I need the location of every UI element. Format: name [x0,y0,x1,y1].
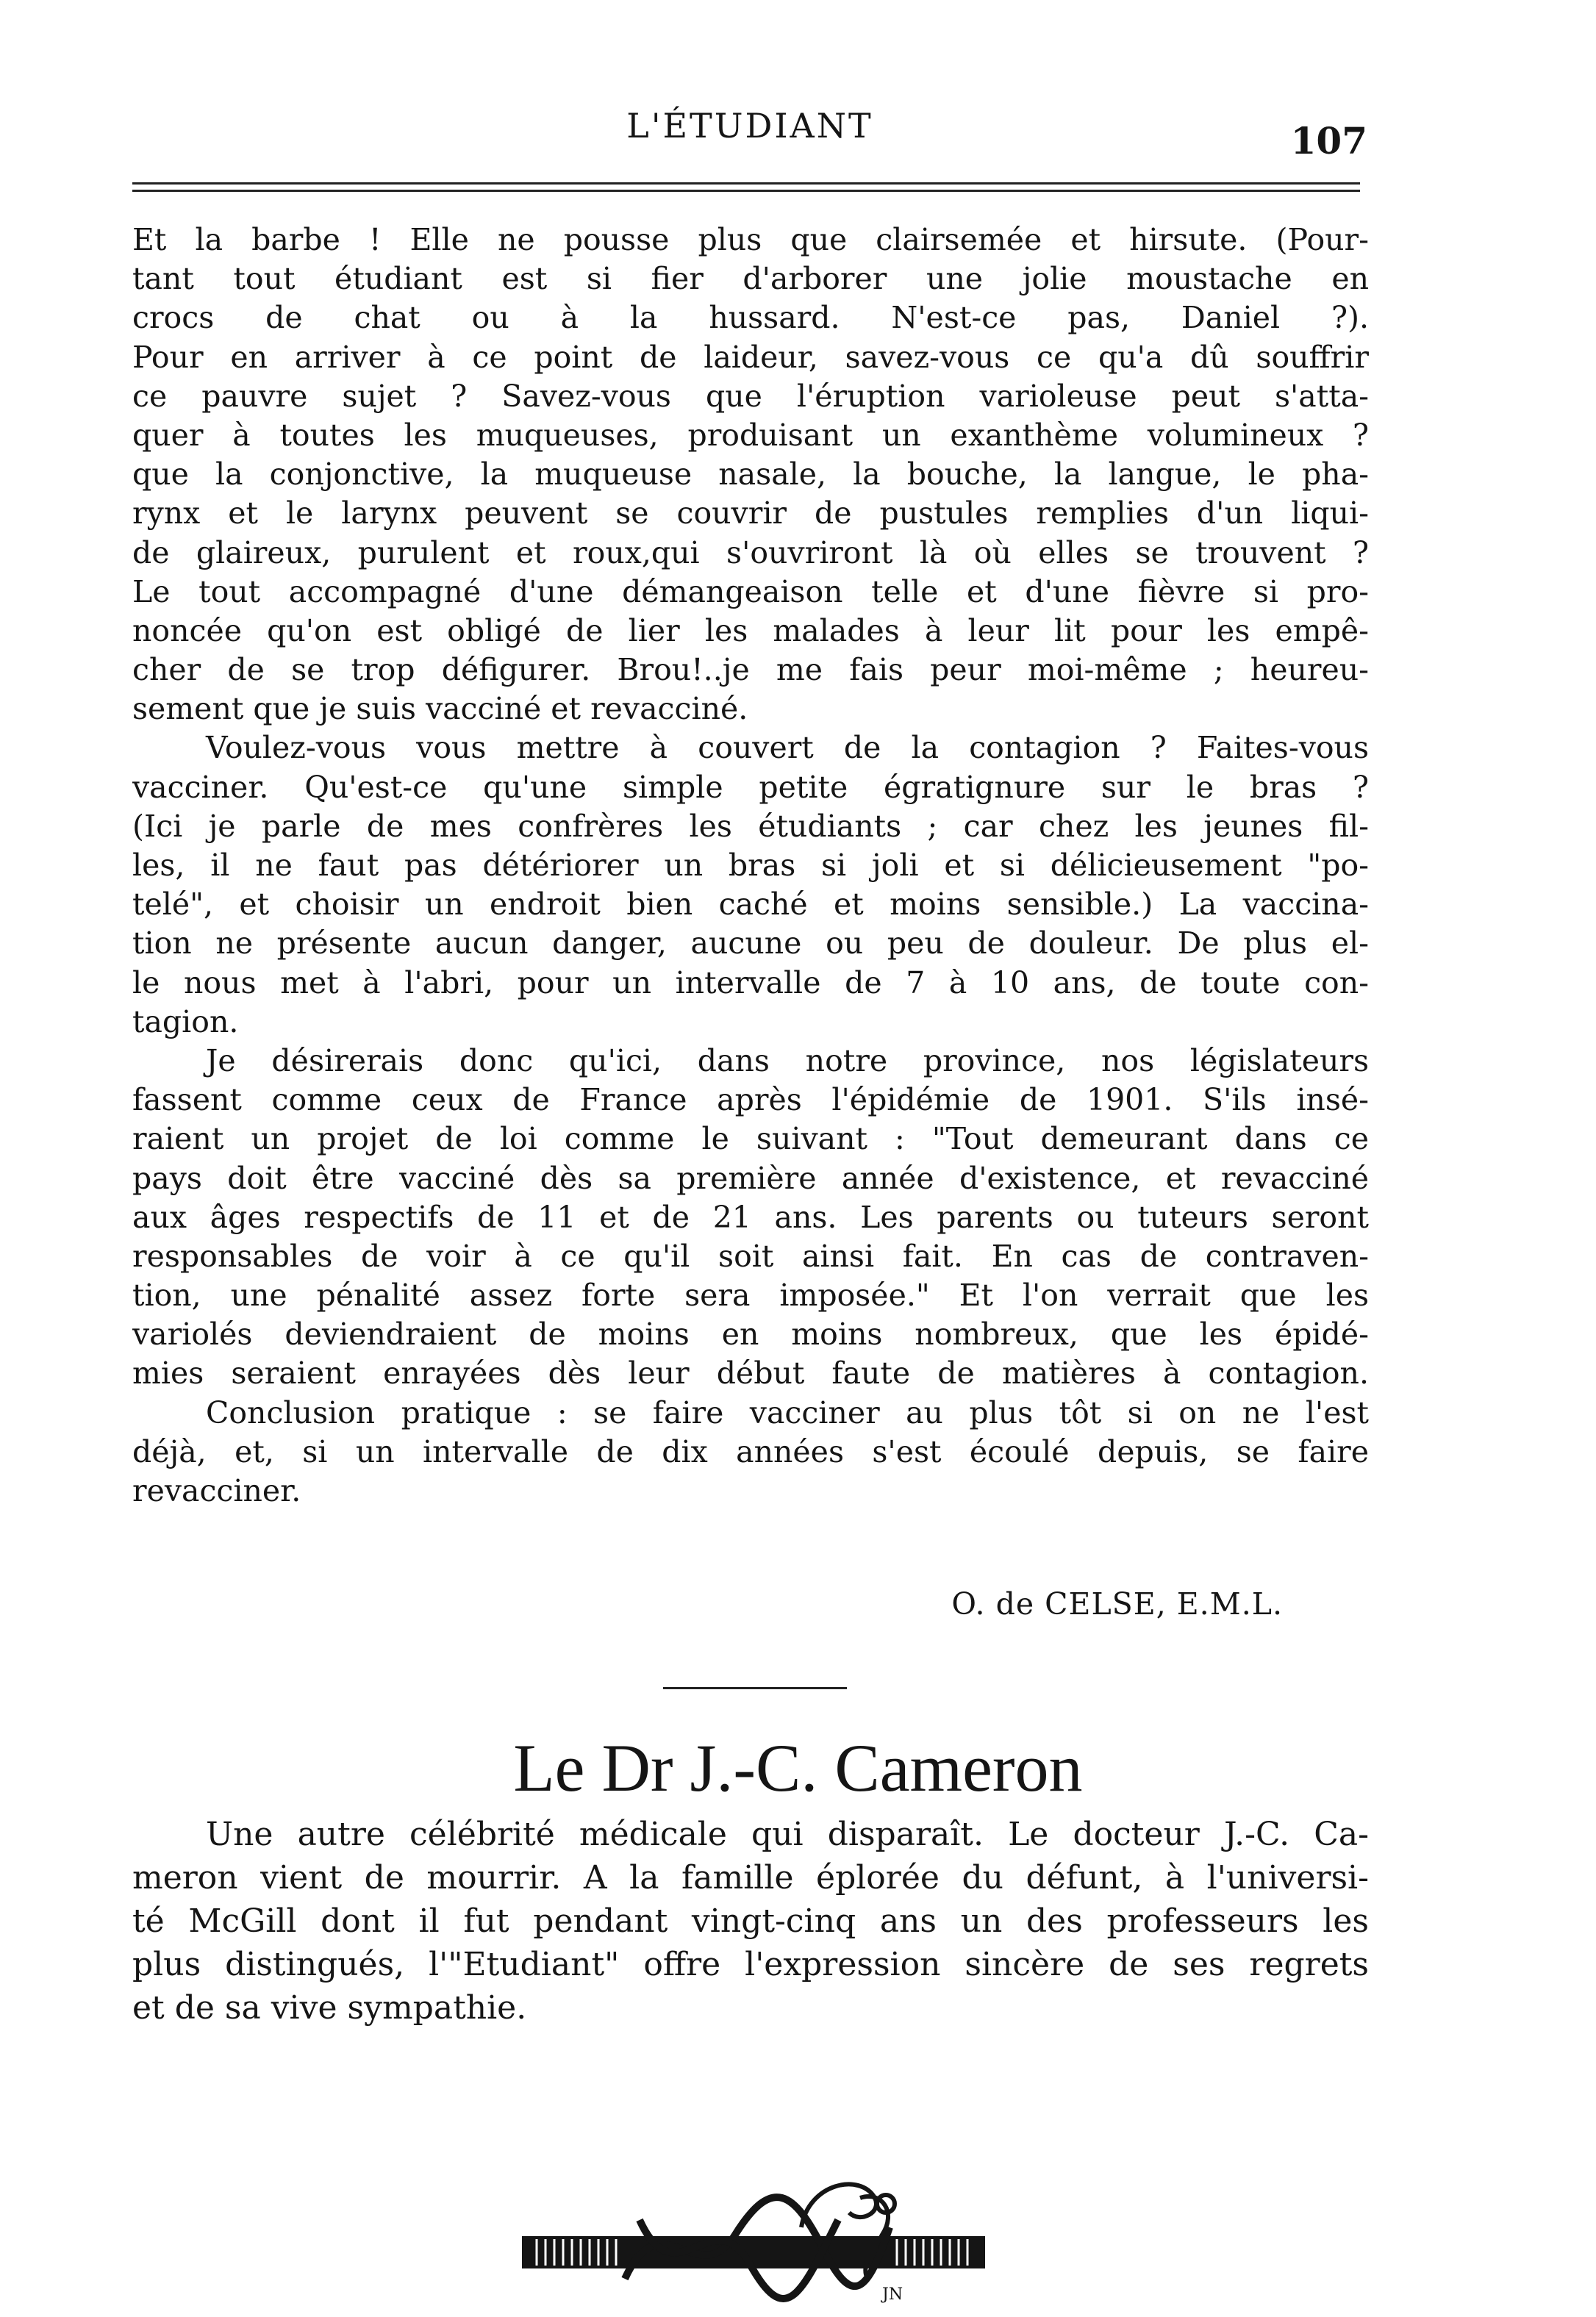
running-head [132,103,1367,162]
text-line: meron vient de mourrir. A la famille éplorée du défunt, à l'universi- [132,1859,1369,1897]
header-rule-top [132,182,1360,185]
text-line: Et la barbe ! Elle ne pousse plus que clairsemée et hirsute. (Pour- [132,222,1369,257]
notice-title: Le Dr J.-C. Cameron [513,1730,1083,1805]
text-line: cher de se trop défigurer. Brou!..je me fais peur moi-même ; heureu- [132,652,1369,688]
section-divider [663,1687,847,1689]
text-line: Conclusion pratique : se faire vacciner au plus tôt si on ne l'est [206,1394,1369,1430]
text-line: telé", et choisir un endroit bien caché et moins sensible.) La vaccina- [132,887,1369,923]
text-line: Voulez-vous vous mettre à couvert de la contagion ? Faites-vous [206,730,1369,766]
text-line: pays doit être vacciné dès sa première année d'existence, et revacciné [132,1160,1369,1196]
text-line: que la conjonctive, la muqueuse nasale, la bouche, la langue, le pha- [132,456,1369,493]
header-rule-bottom [132,190,1360,192]
text-line: Une autre célébrité médicale qui disparaît. Le docteur J.-C. Ca- [206,1816,1369,1853]
text-line: tion, une pénalité assez forte sera imposée." Et l'on verrait que les [132,1278,1369,1314]
text-line: plus distingués, l'"Etudiant" offre l'expression sincère de ses regrets [132,1946,1369,1983]
text-line: Je désirerais donc qu'ici, dans notre province, nos législateurs [206,1042,1369,1078]
text-line: (Ici je parle de mes confrères les étudiants ; car chez les jeunes fil- [132,808,1369,844]
text-line: le nous met à l'abri, pour un intervalle de 7 à 10 ans, de toute con- [132,964,1369,1000]
text-line: tion ne présente aucun danger, aucune ou peu de douleur. De plus el- [132,925,1369,961]
article-signature: O. de CELSE, E.M.L. [951,1586,1283,1622]
text-line: variolés deviendraient de moins en moins nombreux, que les épidé- [132,1317,1369,1353]
text-line: ce pauvre sujet ? Savez-vous que l'éruption varioleuse peut s'atta- [132,378,1369,414]
text-line: vacciner. Qu'est-ce qu'une simple petite égratignure sur le bras ? [132,769,1369,805]
text-line: crocs de chat ou à la hussard. N'est-ce pas, Daniel ?). [132,300,1369,336]
text-line: de glaireux, purulent et roux,qui s'ouvriront là où elles se trouvent ? [132,534,1369,570]
text-line: Pour en arriver à ce point de laideur, savez-vous ce qu'a dû souffrir [132,339,1369,375]
article-body [132,221,1369,1511]
text-line: fassent comme ceux de France après l'épidémie de 1901. S'ils insé- [132,1082,1369,1118]
caduceus-ornament [515,2169,992,2308]
text-line: mies seraient enrayées dès leur début faute de matières à contagion. [132,1356,1369,1392]
text-line: responsables de voir à ce qu'il soit ainsi fait. En cas de contraven- [132,1238,1369,1274]
running-title: L'ÉTUDIANT [626,106,873,146]
text-line: raient un projet de loi comme le suivant : "Tout demeurant dans ce [132,1121,1369,1157]
notice-body [132,1813,1369,2030]
text-line: revacciner. [132,1473,301,1508]
text-line: noncée qu'on est obligé de lier les malades à leur lit pour les empê- [132,612,1369,648]
text-line: Le tout accompagné d'une démangeaison telle et d'une fièvre si pro- [132,573,1369,609]
text-line: aux âges respectifs de 11 et de 21 ans. Les parents ou tuteurs seront [132,1199,1369,1235]
page-number: 107 [1290,119,1367,162]
text-line: tagion. [132,1003,239,1039]
ornament-monogram: JN [882,2285,903,2304]
text-line: sement que je suis vacciné et revacciné. [132,691,748,727]
text-line: quer à toutes les muqueuses, produisant un exanthème volumineux ? [132,417,1369,453]
text-line: rynx et le larynx peuvent se couvrir de pustules remplies d'un liqui- [132,495,1369,531]
text-line: les, il ne faut pas détériorer un bras si joli et si délicieusement "po- [132,848,1369,883]
text-line: té McGill dont il fut pendant vingt-cinq ans un des professeurs les [132,1902,1369,1940]
text-line: tant tout étudiant est si fier d'arborer une jolie moustache en [132,261,1369,297]
text-line: et de sa vive sympathie. [132,1989,527,2027]
text-line: déjà, et, si un intervalle de dix années s'est écoulé depuis, se faire [132,1433,1369,1469]
